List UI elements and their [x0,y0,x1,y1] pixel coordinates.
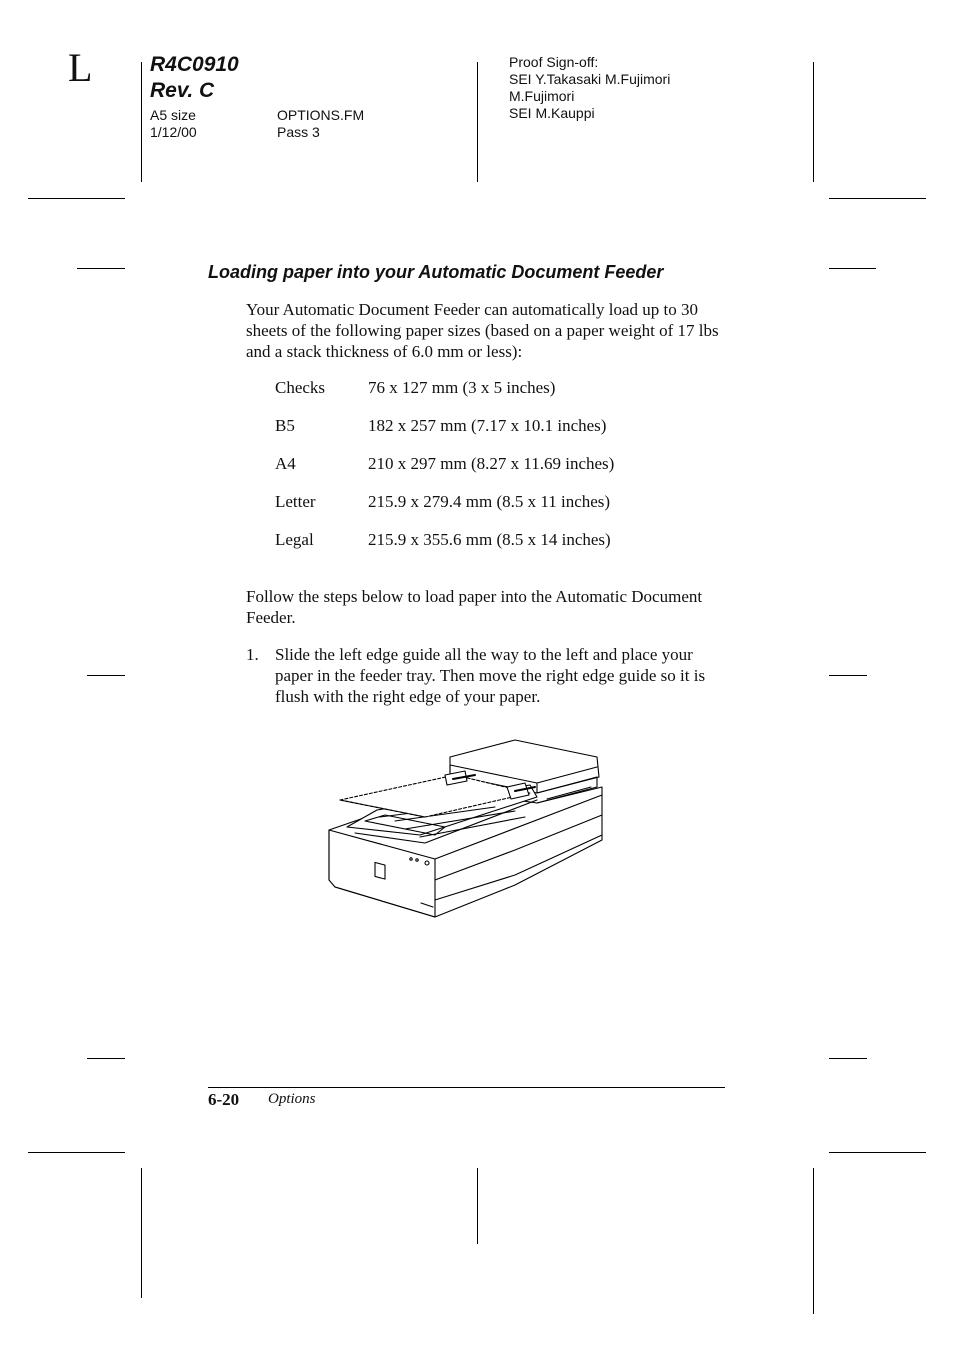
crop-mark [141,1168,142,1298]
paper-size-name: Letter [275,492,316,511]
file-name: OPTIONS.FM [277,107,365,123]
footer-rule [208,1087,725,1088]
crop-mark [813,62,814,182]
table-row [275,491,614,529]
follow-paragraph: Follow the steps below to load paper into the Automatic Document Feeder. [246,587,703,627]
paper-size-dimensions: 76 x 127 mm (3 x 5 inches) [368,378,556,397]
page-number: 6-20 [208,1090,240,1109]
crop-mark [813,1168,814,1314]
step-item [246,644,726,707]
crop-mark [477,62,478,182]
crop-mark [829,1152,926,1153]
table-row [275,377,614,415]
proof-line: SEI Y.Takasaki M.Fujimori [509,71,671,87]
crop-mark [28,198,125,199]
crop-mark [477,1168,478,1244]
scanner-illustration [325,735,607,925]
section-heading: Loading paper into your Automatic Document Feeder [208,262,664,282]
paper-size-dimensions: 182 x 257 mm (7.17 x 10.1 inches) [368,416,607,435]
crop-mark [87,675,125,676]
crop-mark [829,198,926,199]
paper-size-dimensions: 215.9 x 355.6 mm (8.5 x 14 inches) [368,530,611,549]
model-number: R4C0910 [150,53,239,76]
proof-line: M.Fujimori [509,88,575,104]
proof-title: Proof Sign-off: [509,54,599,70]
table-row [275,529,614,567]
crop-mark [829,675,867,676]
paper-size-name: A4 [275,454,296,473]
revision: Rev. C [150,79,215,102]
paper-size-table [275,377,614,567]
model-block [150,52,239,104]
footer-section: Options [268,1091,316,1107]
paper-size-dimensions: 210 x 297 mm (8.27 x 11.69 inches) [368,454,615,473]
paper-size-name: Checks [275,378,326,397]
paper-size-dimensions: 215.9 x 279.4 mm (8.5 x 11 inches) [368,492,611,511]
paper-size-name: Legal [275,530,314,549]
crop-mark [28,1152,125,1153]
table-row [275,415,614,453]
scanner-with-document-feeder-illustration [325,735,607,920]
proof-signoff [509,54,670,122]
paper-size: A5 size [150,107,196,123]
paper-size-name: B5 [275,416,295,435]
size-date-block [150,107,197,141]
proof-line: SEI M.Kauppi [509,105,595,121]
crop-mark [87,1058,125,1059]
step-text: Slide the left edge guide all the way to the left and place your paper in the feeder tray. Then move the right edge guide so it is flush with the right edge of your paper. [275,645,706,706]
crop-mark [77,268,125,269]
crop-mark [829,268,876,269]
intro-paragraph: Your Automatic Document Feeder can automatically load up to 30 sheets of the following paper sizes (based on a paper weight of 17 lbs and a stack thickness of 6.0 mm or less): [246,300,719,361]
crop-mark [829,1058,867,1059]
file-pass-block [277,107,364,141]
corner-letter: L [68,45,93,90]
crop-mark [141,62,142,182]
table-row [275,453,614,491]
step-number: 1. [246,645,259,664]
print-date: 1/12/00 [150,124,197,140]
pass-number: Pass 3 [277,124,320,140]
